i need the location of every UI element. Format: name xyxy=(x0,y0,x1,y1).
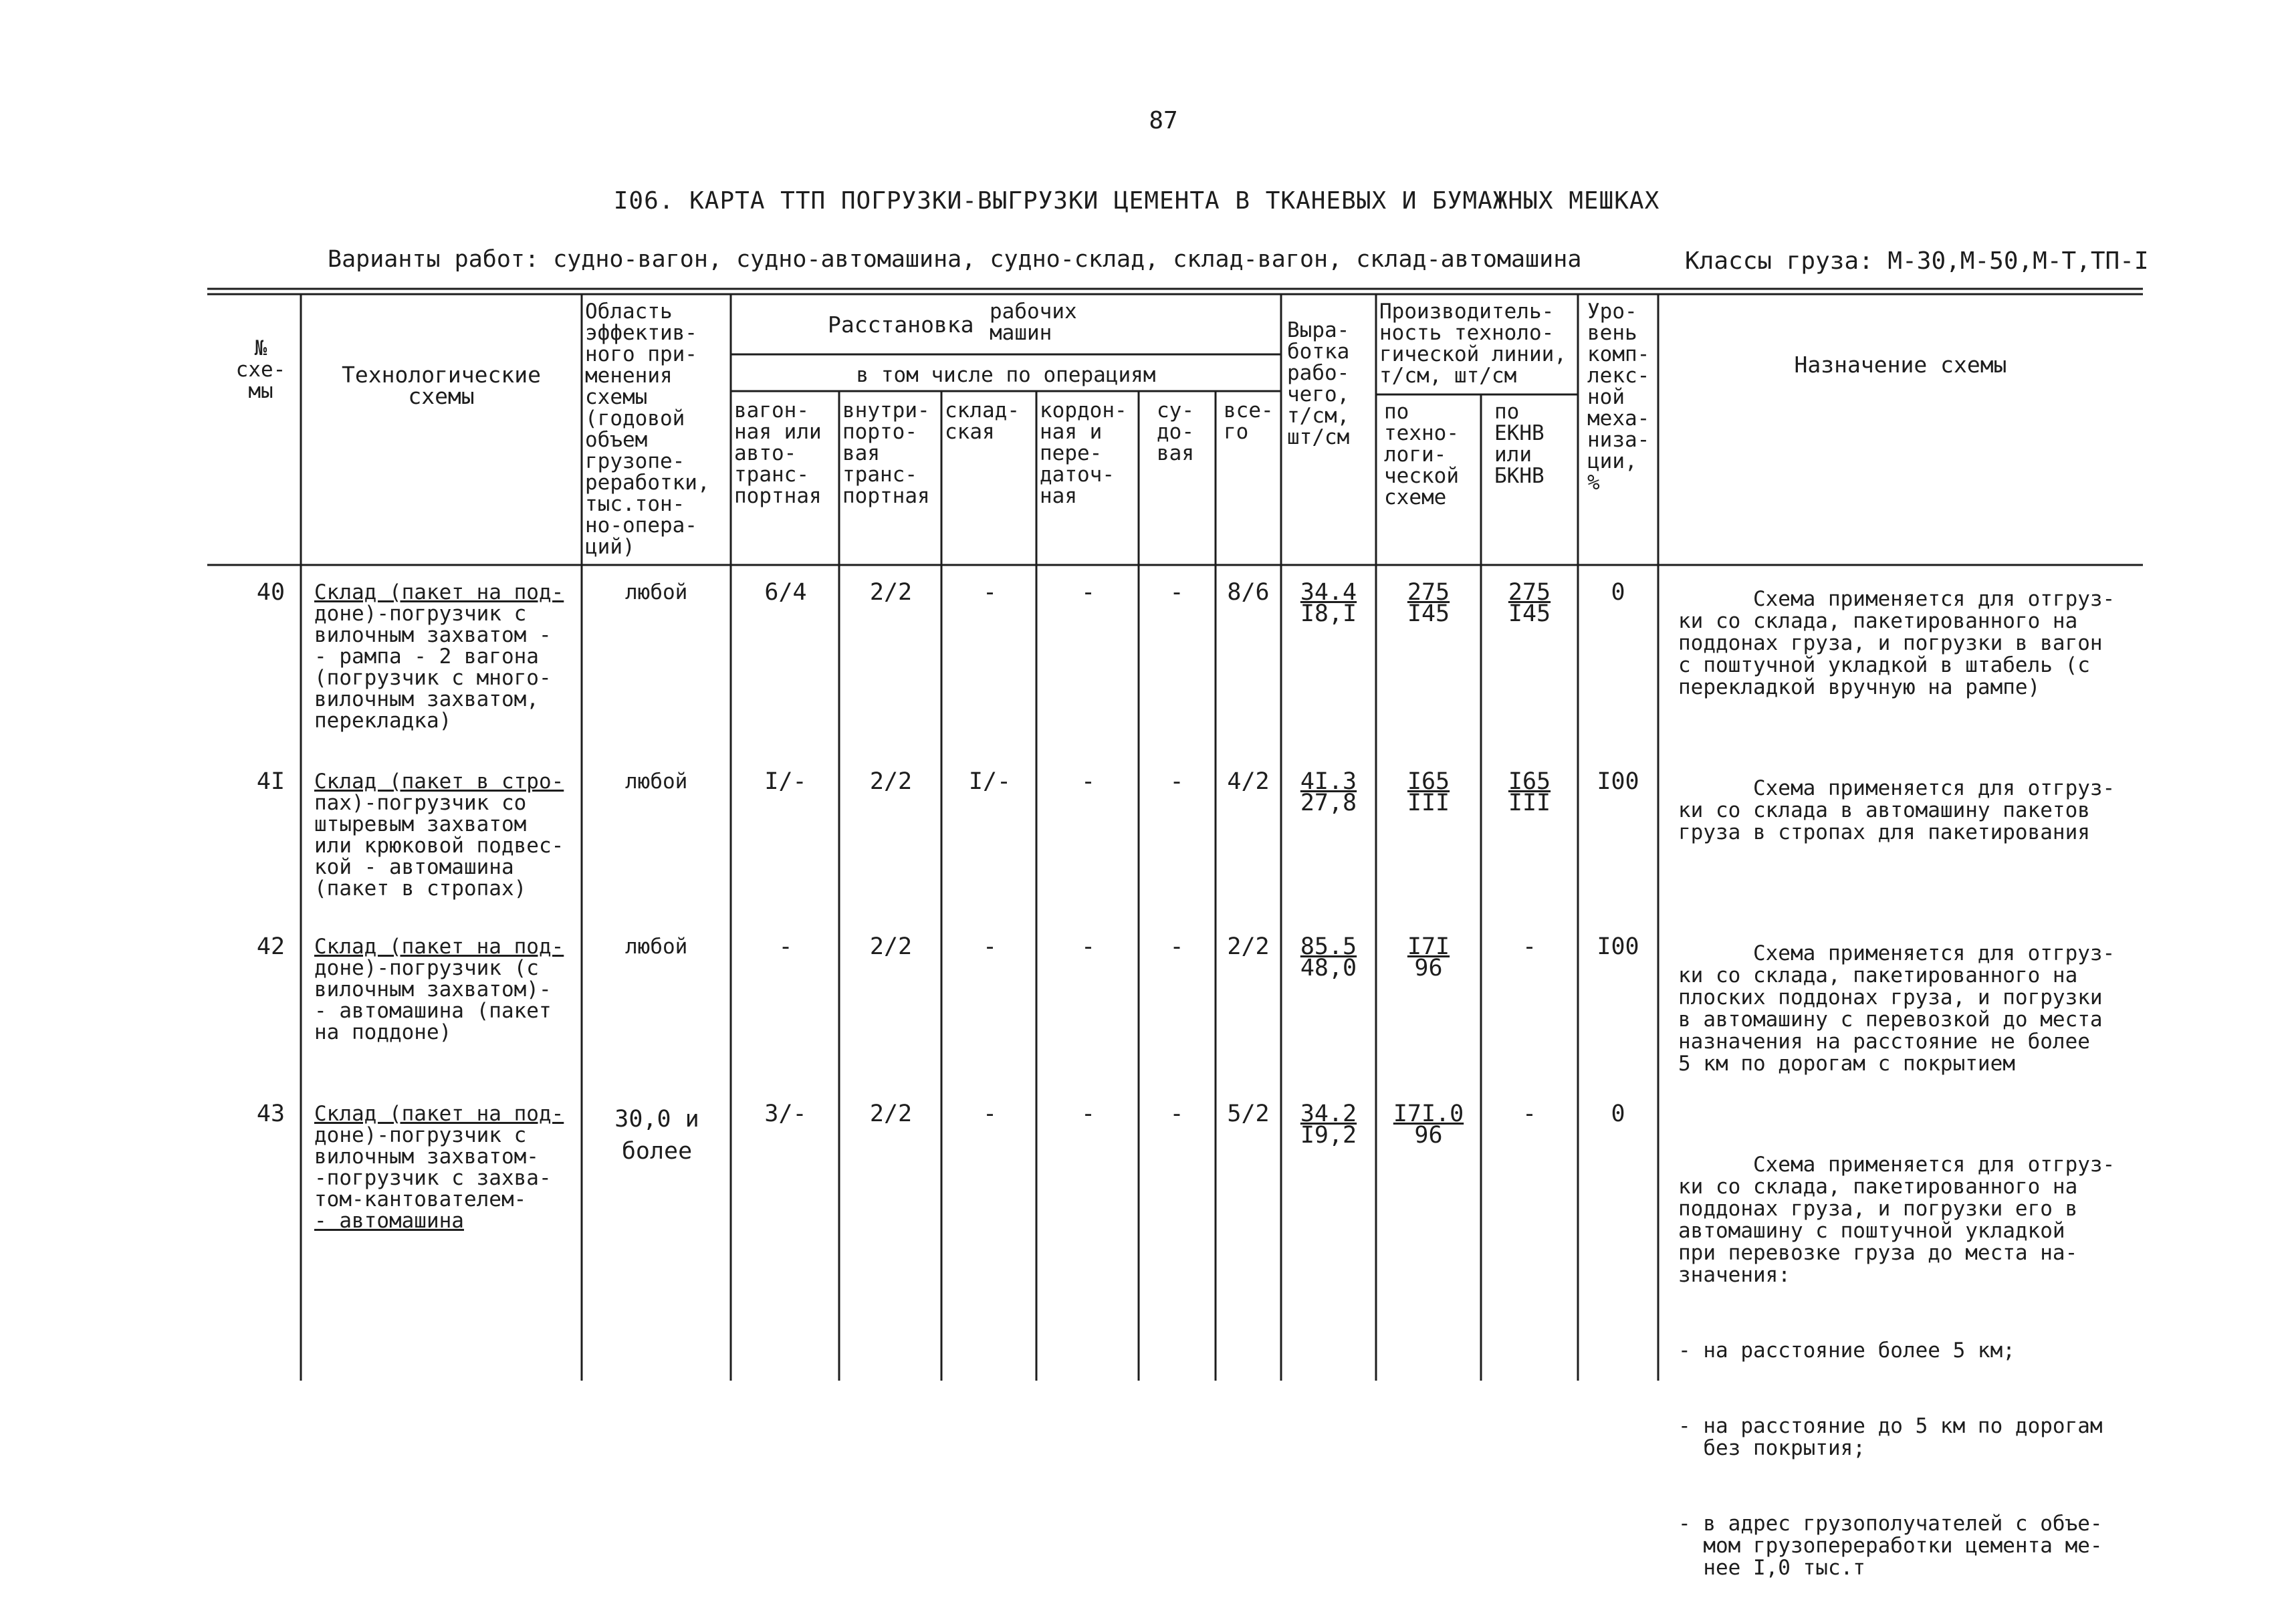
scheme-line: вилочным захватом - xyxy=(314,623,552,647)
scheme-line: вилочным захватом, xyxy=(314,687,539,711)
scheme-line: пах)-погрузчик со xyxy=(314,791,527,815)
mech-level-value: 0 xyxy=(1611,1100,1625,1127)
header-scheme-no: № схе- мы xyxy=(235,336,286,403)
work-variants: Варианты работ: судно-вагон, судно-автомашина, судно-склад, склад-вагон, склад-автомашина xyxy=(328,246,1582,273)
area-value: любой xyxy=(625,770,688,794)
scheme-line: вилочным захватом)- xyxy=(314,977,552,1002)
op-warehouse-value: - xyxy=(982,579,998,606)
scheme-line: на поддоне) xyxy=(314,1020,452,1044)
scheme-line: Склад (пакет в стро- xyxy=(314,770,564,794)
document-title: I06. КАРТА ТТП ПОГРУЗКИ-ВЫГРУЗКИ ЦЕМЕНТА В ТКАНЕВЫХ И БУМАЖНЫХ МЕШКАХ xyxy=(613,187,1660,215)
prod-ekhv-value: 275 I45 xyxy=(1508,579,1551,627)
header-by-operations: в том числе по операциям xyxy=(856,363,1156,387)
header-tech-schemes: Технологические схемы xyxy=(341,362,541,409)
scheme-line: вилочным захватом- xyxy=(314,1145,539,1169)
header-purpose: Назначение схемы xyxy=(1794,352,2007,378)
area-value: 30,0 и более xyxy=(614,1106,699,1165)
scheme-line: Склад (пакет на под- xyxy=(314,580,564,604)
op-intraport-value: 2/2 xyxy=(869,933,913,960)
scheme-line: доне)-погрузчик с xyxy=(314,1123,527,1147)
prod-tech-value: I7I.0 96 xyxy=(1393,1100,1464,1149)
scheme-line: том-кантователем- xyxy=(314,1187,527,1211)
header-placement: Расстановка xyxy=(828,312,974,338)
header-mech-level: Уро- вень комп- лекс- ной меха- низа- ции, % xyxy=(1587,300,1650,495)
page-number: 87 xyxy=(1149,107,1178,134)
header-op-cordon: кордон- ная и пере- даточ- ная xyxy=(1040,398,1127,508)
op-ship-value: - xyxy=(1169,1100,1184,1127)
area-value: любой xyxy=(625,580,688,604)
row-number: 4I xyxy=(256,768,285,795)
op-cordon-value: - xyxy=(1080,768,1096,795)
prod-ekhv-value: - xyxy=(1522,1100,1537,1127)
op-total-value: 5/2 xyxy=(1227,1100,1270,1127)
prod-ekhv-value: - xyxy=(1522,933,1537,960)
op-warehouse-value: I/- xyxy=(968,768,1012,795)
row-number: 40 xyxy=(256,579,285,606)
header-op-wagon: вагон- ная или авто- транс- портная xyxy=(734,398,822,508)
scheme-line: - автомашина xyxy=(314,1209,464,1233)
mech-level-value: 0 xyxy=(1611,579,1625,606)
output-value: 85.5 48,0 xyxy=(1300,933,1357,981)
mech-level-value: I00 xyxy=(1597,933,1639,960)
output-value: 34.4 I8,I xyxy=(1300,579,1357,627)
prod-ekhv-value: I65 III xyxy=(1508,768,1551,816)
output-value: 4I.3 27,8 xyxy=(1300,768,1357,816)
op-intraport-value: 2/2 xyxy=(869,1100,913,1127)
op-wagon-value: 3/- xyxy=(764,1100,807,1127)
op-total-value: 2/2 xyxy=(1227,933,1270,960)
op-intraport-value: 2/2 xyxy=(869,579,913,606)
header-op-intraport: внутри- порто- вая транс- портная xyxy=(842,398,930,508)
op-total-value: 4/2 xyxy=(1227,768,1270,795)
output-value: 34.2 I9,2 xyxy=(1300,1100,1357,1149)
op-wagon-value: 6/4 xyxy=(764,579,807,606)
scheme-line: Склад (пакет на под- xyxy=(314,935,564,959)
op-wagon-value: - xyxy=(778,933,793,960)
op-ship-value: - xyxy=(1169,933,1184,960)
row-number: 43 xyxy=(256,1100,285,1127)
prod-tech-value: I7I 96 xyxy=(1407,933,1450,981)
header-op-ship: су- до- вая xyxy=(1157,398,1194,465)
scheme-line: - рампа - 2 вагона xyxy=(314,645,539,669)
purpose-text: Схема применяется для отгруз- ки со склада, пакетированного на поддонах груза, и погрузки в вагон с поштучной укладкой в штабель (с перекладкой вручную на рампе) xyxy=(1678,587,2115,699)
purpose-text: Схема применяется для отгруз- ки со склада, пакетированного на поддонах груза, и погрузки его в автомашину с поштучной укладкой при перевозке груза до места на- значения: - на расстояние более 5 км; - на расстояние до 5 км по дорогам без покрытия; - в адрес грузополучателей с объе- мом грузопереработки цемента ме- нее I,0 тыс.т xyxy=(1678,1153,2115,1580)
prod-tech-value: I65 III xyxy=(1407,768,1450,816)
header-output: Выра- ботка рабо- чего, т/см, шт/см xyxy=(1287,318,1350,449)
header-placement-workers: рабочих машин xyxy=(990,300,1077,345)
op-warehouse-value: - xyxy=(982,1100,998,1127)
header-application-area: Область эффектив- ного при- менения схемы (годовой объем грузопе- реработки, тыс.тон- но-опера- ций) xyxy=(585,300,710,559)
op-intraport-value: 2/2 xyxy=(869,768,913,795)
area-value: любой xyxy=(625,935,688,959)
op-total-value: 8/6 xyxy=(1227,579,1270,606)
op-ship-value: - xyxy=(1169,768,1184,795)
header-prod-tech: по техно- логи- ческой схеме xyxy=(1384,400,1459,509)
op-warehouse-value: - xyxy=(982,933,998,960)
row-number: 42 xyxy=(256,933,285,960)
header-prod-ekhv: по ЕКНВ или БКНВ xyxy=(1494,400,1544,488)
scheme-line: Склад (пакет на под- xyxy=(314,1102,564,1126)
mech-level-value: I00 xyxy=(1597,768,1639,795)
op-cordon-value: - xyxy=(1080,579,1096,606)
scheme-line: доне)-погрузчик (с xyxy=(314,956,539,980)
op-ship-value: - xyxy=(1169,579,1184,606)
prod-tech-value: 275 I45 xyxy=(1407,579,1450,627)
scheme-line: - автомашина (пакет xyxy=(314,999,552,1023)
scheme-line: штыревым захватом xyxy=(314,812,527,836)
purpose-text: Схема применяется для отгруз- ки со склада в автомашину пакетов груза в стропах для пакетирования xyxy=(1678,776,2115,844)
scheme-line: кой - автомашина xyxy=(314,855,514,879)
scheme-line: (погрузчик с много- xyxy=(314,666,552,690)
cargo-classes: Классы груза: М-30,М-50,М-Т,ТП-I xyxy=(1685,247,2149,275)
header-productivity: Производитель- ность техноло- гической линии, т/см, шт/см xyxy=(1379,300,1567,388)
scheme-line: (пакет в стропах) xyxy=(314,877,527,901)
scheme-line: -погрузчик с захва- xyxy=(314,1166,552,1190)
scheme-line: доне)-погрузчик с xyxy=(314,602,527,626)
header-op-total: все- го xyxy=(1224,398,1274,444)
op-cordon-value: - xyxy=(1080,933,1096,960)
purpose-text: Схема применяется для отгруз- ки со склада, пакетированного на плоских поддонах груза, и погрузки в автомашину с перевозкой до места назначения на расстояние не более 5 км по дорогам с покрытием xyxy=(1678,941,2115,1076)
op-wagon-value: I/- xyxy=(764,768,807,795)
scheme-line: или крюковой подвес- xyxy=(314,834,564,858)
scheme-line: перекладка) xyxy=(314,709,452,733)
op-cordon-value: - xyxy=(1080,1100,1096,1127)
header-op-warehouse: склад- ская xyxy=(945,398,1020,444)
